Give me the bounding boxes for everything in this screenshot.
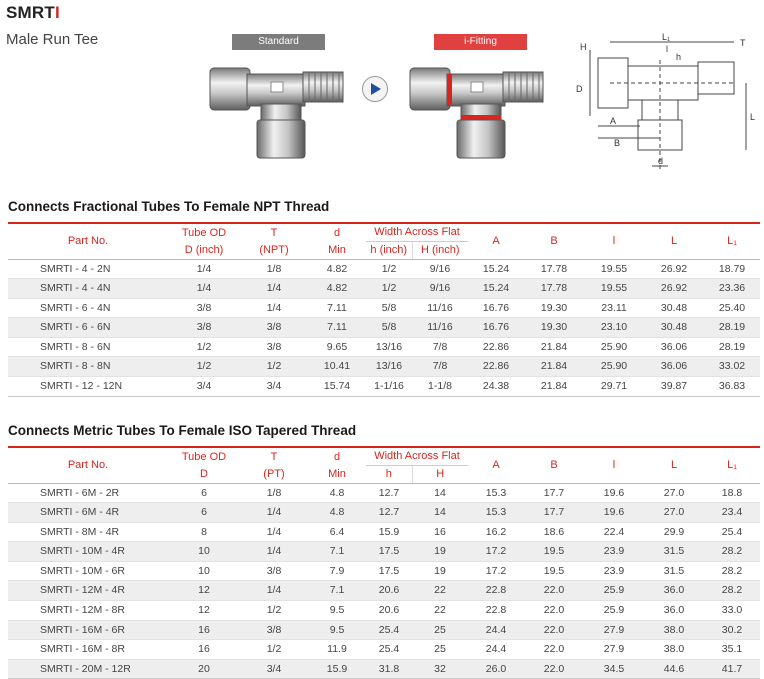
- table-cell: 20.6: [366, 601, 412, 621]
- table-cell: 23.4: [704, 503, 760, 523]
- table-cell: 5/8: [366, 298, 412, 318]
- table-cell: 36.06: [644, 337, 704, 357]
- table-cell: 22.8: [468, 581, 524, 601]
- table-row: [8, 337, 760, 357]
- table-cell: 34.5: [584, 659, 644, 679]
- dimension-diagram: [570, 30, 760, 180]
- col-part-no: Part No.: [8, 447, 168, 483]
- col-width-across-flat: Width Across Flat: [366, 223, 468, 241]
- table-cell: 23.10: [584, 318, 644, 338]
- col-t-unit: (PT): [240, 465, 308, 483]
- col-L1: L₁: [704, 223, 760, 259]
- part-number-cell: SMRTI - 12M - 4R: [8, 581, 168, 601]
- table-cell: 1/4: [240, 522, 308, 542]
- table-cell: 11/16: [412, 318, 468, 338]
- table-cell: 28.19: [704, 318, 760, 338]
- part-number-cell: SMRTI - 6 - 6N: [8, 318, 168, 338]
- table-cell: 44.6: [644, 659, 704, 679]
- table-cell: 1/2: [366, 259, 412, 279]
- diagram-label-h: h: [676, 52, 682, 62]
- col-A: A: [468, 223, 524, 259]
- col-t-unit: (NPT): [240, 241, 308, 259]
- col-tube-od-unit: D: [168, 465, 240, 483]
- part-number-cell: SMRTI - 6M - 4R: [8, 503, 168, 523]
- table-cell: 3/4: [240, 377, 308, 397]
- table-cell: 30.48: [644, 318, 704, 338]
- table-cell: 28.2: [704, 561, 760, 581]
- section-title-fractional: Connects Fractional Tubes To Female NPT Thread: [8, 199, 330, 214]
- table-cell: 3/4: [168, 377, 240, 397]
- table-cell: 22: [412, 581, 468, 601]
- table-cell: 31.5: [644, 542, 704, 562]
- ifitting-label: i-Fitting: [434, 34, 527, 50]
- table-cell: 15.24: [468, 259, 524, 279]
- table-cell: 7.9: [308, 561, 366, 581]
- table-cell: 26.0: [468, 659, 524, 679]
- table-cell: 1-1/8: [412, 377, 468, 397]
- table-cell: 23.11: [584, 298, 644, 318]
- table-cell: 33.0: [704, 601, 760, 621]
- table-cell: 16.76: [468, 298, 524, 318]
- table-cell: 9/16: [412, 259, 468, 279]
- col-t: T: [270, 226, 278, 239]
- table-cell: 22.0: [524, 620, 584, 640]
- table-cell: 31.5: [644, 561, 704, 581]
- table-cell: 22.0: [524, 601, 584, 621]
- table-cell: 22: [412, 601, 468, 621]
- diagram-label-L: L: [750, 112, 756, 122]
- table-cell: 27.0: [644, 503, 704, 523]
- table-cell: 25.9: [584, 601, 644, 621]
- table-cell: 1/8: [240, 259, 308, 279]
- table-cell: 29.9: [644, 522, 704, 542]
- table-cell: 7.11: [308, 318, 366, 338]
- table-cell: 1/8: [240, 483, 308, 503]
- col-H-large: H: [412, 465, 468, 483]
- table-cell: 3/8: [168, 318, 240, 338]
- table-cell: 13/16: [366, 337, 412, 357]
- ifitting-image: [405, 58, 555, 168]
- part-number-cell: SMRTI - 8M - 4R: [8, 522, 168, 542]
- table-cell: 1/2: [240, 357, 308, 377]
- table-cell: 23.9: [584, 542, 644, 562]
- table-row: [8, 620, 760, 640]
- diagram-label-H: H: [580, 42, 587, 52]
- table-row: [8, 318, 760, 338]
- diagram-label-A: A: [610, 116, 617, 126]
- compare-arrow-icon: [362, 76, 388, 102]
- section-title-metric: Connects Metric Tubes To Female ISO Tapered Thread: [8, 423, 357, 438]
- table-cell: 10.41: [308, 357, 366, 377]
- table-cell: 36.0: [644, 601, 704, 621]
- diagram-label-B: B: [614, 138, 621, 148]
- table-cell: 3/8: [240, 337, 308, 357]
- table-cell: 19.5: [524, 561, 584, 581]
- col-tube-od-unit: D (inch): [168, 241, 240, 259]
- col-A: A: [468, 447, 524, 483]
- product-code: [6, 3, 60, 23]
- table-cell: 7.1: [308, 581, 366, 601]
- table-cell: 25.40: [704, 298, 760, 318]
- part-number-cell: SMRTI - 8 - 8N: [8, 357, 168, 377]
- table-cell: 13/16: [366, 357, 412, 377]
- table-cell: 11/16: [412, 298, 468, 318]
- table-cell: 16.2: [468, 522, 524, 542]
- table-cell: 1/2: [366, 279, 412, 299]
- table-cell: 32: [412, 659, 468, 679]
- table-cell: 22.4: [584, 522, 644, 542]
- metric-rows: [8, 483, 760, 679]
- table-row: [8, 542, 760, 562]
- part-number-cell: SMRTI - 4 - 4N: [8, 279, 168, 299]
- col-tube-od: Tube OD: [181, 450, 227, 463]
- table-cell: 19: [412, 561, 468, 581]
- table-cell: 39.87: [644, 377, 704, 397]
- col-d: d: [333, 450, 341, 463]
- table-cell: 4.8: [308, 483, 366, 503]
- table-cell: 29.71: [584, 377, 644, 397]
- table-cell: 1/4: [168, 279, 240, 299]
- col-L1: L₁: [704, 447, 760, 483]
- diagram-label-d: d: [658, 156, 664, 166]
- table-cell: 19.6: [584, 483, 644, 503]
- table-cell: 17.7: [524, 483, 584, 503]
- table-cell: 1/2: [240, 601, 308, 621]
- col-h-small: h (inch): [366, 241, 412, 259]
- table-cell: 19.55: [584, 279, 644, 299]
- table-cell: 23.9: [584, 561, 644, 581]
- table-row: [8, 601, 760, 621]
- table-cell: 16: [168, 640, 240, 660]
- col-d-unit: Min: [308, 465, 366, 483]
- table-cell: 8: [168, 522, 240, 542]
- table-row: [8, 279, 760, 299]
- table-cell: 22.0: [524, 659, 584, 679]
- fractional-rows: [8, 259, 760, 396]
- col-tube-od: Tube OD: [181, 226, 227, 239]
- table-cell: 25.4: [366, 620, 412, 640]
- standard-label: Standard: [232, 34, 325, 50]
- table-cell: 26.92: [644, 259, 704, 279]
- part-number-cell: SMRTI - 10M - 4R: [8, 542, 168, 562]
- table-cell: 18.8: [704, 483, 760, 503]
- table-cell: 6.4: [308, 522, 366, 542]
- table-cell: 28.19: [704, 337, 760, 357]
- table-cell: 25.90: [584, 337, 644, 357]
- table-cell: 4.8: [308, 503, 366, 523]
- table-cell: 12: [168, 581, 240, 601]
- table-cell: 25.9: [584, 581, 644, 601]
- table-cell: 21.84: [524, 377, 584, 397]
- table-cell: 41.7: [704, 659, 760, 679]
- table-cell: 4.82: [308, 259, 366, 279]
- table-cell: 25.4: [366, 640, 412, 660]
- table-cell: 12: [168, 601, 240, 621]
- col-l: l: [584, 447, 644, 483]
- part-number-cell: SMRTI - 20M - 12R: [8, 659, 168, 679]
- table-cell: 18.6: [524, 522, 584, 542]
- table-cell: 25.4: [704, 522, 760, 542]
- table-cell: 25: [412, 640, 468, 660]
- table-row: [8, 503, 760, 523]
- table-cell: 23.36: [704, 279, 760, 299]
- table-cell: 22.86: [468, 357, 524, 377]
- part-number-cell: SMRTI - 10M - 6R: [8, 561, 168, 581]
- table-cell: 12.7: [366, 503, 412, 523]
- col-H-large: H (inch): [412, 241, 468, 259]
- part-number-cell: SMRTI - 12M - 8R: [8, 601, 168, 621]
- part-number-cell: SMRTI - 16M - 6R: [8, 620, 168, 640]
- table-cell: 14: [412, 503, 468, 523]
- table-cell: 15.24: [468, 279, 524, 299]
- table-cell: 19.5: [524, 542, 584, 562]
- table-cell: 19: [412, 542, 468, 562]
- part-number-cell: SMRTI - 8 - 6N: [8, 337, 168, 357]
- table-cell: 38.0: [644, 640, 704, 660]
- table-cell: 15.9: [308, 659, 366, 679]
- table-cell: 21.84: [524, 337, 584, 357]
- table-cell: 7.1: [308, 542, 366, 562]
- table-row: [8, 483, 760, 503]
- table-cell: 3/8: [240, 318, 308, 338]
- table-cell: 27.9: [584, 640, 644, 660]
- table-cell: 21.84: [524, 357, 584, 377]
- part-number-cell: SMRTI - 4 - 2N: [8, 259, 168, 279]
- part-number-cell: SMRTI - 6 - 4N: [8, 298, 168, 318]
- col-l: l: [584, 223, 644, 259]
- table-cell: 9.5: [308, 601, 366, 621]
- table-cell: 1/2: [240, 640, 308, 660]
- table-cell: 16: [168, 620, 240, 640]
- table-cell: 30.48: [644, 298, 704, 318]
- table-cell: 12.7: [366, 483, 412, 503]
- part-number-cell: SMRTI - 16M - 8R: [8, 640, 168, 660]
- table-cell: 18.79: [704, 259, 760, 279]
- col-d: d: [333, 226, 341, 239]
- col-part-no: Part No.: [8, 223, 168, 259]
- table-cell: 3/4: [240, 659, 308, 679]
- table-cell: 3/8: [240, 620, 308, 640]
- table-cell: 15.3: [468, 483, 524, 503]
- table-cell: 14: [412, 483, 468, 503]
- table-cell: 7/8: [412, 337, 468, 357]
- table-cell: 20: [168, 659, 240, 679]
- table-cell: 10: [168, 542, 240, 562]
- table-row: [8, 377, 760, 397]
- part-number-cell: SMRTI - 6M - 2R: [8, 483, 168, 503]
- table-cell: 1/4: [240, 503, 308, 523]
- table-cell: 5/8: [366, 318, 412, 338]
- table-cell: 6: [168, 503, 240, 523]
- table-cell: 6: [168, 483, 240, 503]
- table-cell: 36.06: [644, 357, 704, 377]
- table-cell: 3/8: [240, 561, 308, 581]
- table-cell: 22.0: [524, 640, 584, 660]
- table-cell: 15.74: [308, 377, 366, 397]
- product-code-main: SMRT: [6, 3, 55, 22]
- table-cell: 28.2: [704, 581, 760, 601]
- table-cell: 17.78: [524, 279, 584, 299]
- table-cell: 24.4: [468, 620, 524, 640]
- table-cell: 38.0: [644, 620, 704, 640]
- table-cell: 28.2: [704, 542, 760, 562]
- diagram-label-D: D: [576, 84, 583, 94]
- table-row: [8, 522, 760, 542]
- col-h-small: h: [366, 465, 412, 483]
- table-cell: 7/8: [412, 357, 468, 377]
- product-code-accent: I: [54, 3, 60, 22]
- metric-table: [8, 446, 760, 679]
- table-cell: 33.02: [704, 357, 760, 377]
- table-cell: 22.86: [468, 337, 524, 357]
- table-cell: 36.83: [704, 377, 760, 397]
- table-cell: 10: [168, 561, 240, 581]
- standard-fitting-image: [205, 58, 355, 168]
- col-B: B: [524, 447, 584, 483]
- col-width-across-flat: Width Across Flat: [366, 447, 468, 465]
- table-cell: 17.7: [524, 503, 584, 523]
- diagram-label-L1: L₁: [662, 32, 671, 42]
- table-cell: 15.3: [468, 503, 524, 523]
- table-cell: 7.11: [308, 298, 366, 318]
- table-cell: 17.5: [366, 542, 412, 562]
- col-L: L: [644, 223, 704, 259]
- table-cell: 1/4: [240, 581, 308, 601]
- table-row: [8, 357, 760, 377]
- table-cell: 19.30: [524, 298, 584, 318]
- table-cell: 35.1: [704, 640, 760, 660]
- table-cell: 1/4: [240, 298, 308, 318]
- table-cell: 27.0: [644, 483, 704, 503]
- diagram-label-T: T: [740, 38, 746, 48]
- table-cell: 1/2: [168, 337, 240, 357]
- table-cell: 22.0: [524, 581, 584, 601]
- table-cell: 1/4: [168, 259, 240, 279]
- table-cell: 30.2: [704, 620, 760, 640]
- table-cell: 26.92: [644, 279, 704, 299]
- table-row: [8, 581, 760, 601]
- table-cell: 24.38: [468, 377, 524, 397]
- table-cell: 25.90: [584, 357, 644, 377]
- table-cell: 22.8: [468, 601, 524, 621]
- table-cell: 17.78: [524, 259, 584, 279]
- table-row: [8, 640, 760, 660]
- table-cell: 20.6: [366, 581, 412, 601]
- table-cell: 19.6: [584, 503, 644, 523]
- table-cell: 9.5: [308, 620, 366, 640]
- col-L: L: [644, 447, 704, 483]
- fractional-table: [8, 222, 760, 397]
- col-t: T: [270, 450, 278, 463]
- table-cell: 9/16: [412, 279, 468, 299]
- table-cell: 17.2: [468, 542, 524, 562]
- table-cell: 16: [412, 522, 468, 542]
- table-row: [8, 259, 760, 279]
- table-cell: 3/8: [168, 298, 240, 318]
- table-cell: 17.2: [468, 561, 524, 581]
- table-cell: 25: [412, 620, 468, 640]
- table-cell: 16.76: [468, 318, 524, 338]
- diagram-label-l: l: [666, 44, 668, 54]
- part-number-cell: SMRTI - 12 - 12N: [8, 377, 168, 397]
- table-cell: 9.65: [308, 337, 366, 357]
- table-cell: 1-1/16: [366, 377, 412, 397]
- table-row: [8, 561, 760, 581]
- col-d-unit: Min: [308, 241, 366, 259]
- table-cell: 36.0: [644, 581, 704, 601]
- table-cell: 4.82: [308, 279, 366, 299]
- table-cell: 1/4: [240, 542, 308, 562]
- table-cell: 27.9: [584, 620, 644, 640]
- table-row: [8, 298, 760, 318]
- table-cell: 24.4: [468, 640, 524, 660]
- col-B: B: [524, 223, 584, 259]
- table-cell: 19.30: [524, 318, 584, 338]
- product-name: Male Run Tee: [6, 31, 99, 48]
- table-cell: 17.5: [366, 561, 412, 581]
- table-cell: 31.8: [366, 659, 412, 679]
- table-cell: 11.9: [308, 640, 366, 660]
- table-cell: 1/4: [240, 279, 308, 299]
- table-cell: 19.55: [584, 259, 644, 279]
- table-cell: 15.9: [366, 522, 412, 542]
- table-cell: 1/2: [168, 357, 240, 377]
